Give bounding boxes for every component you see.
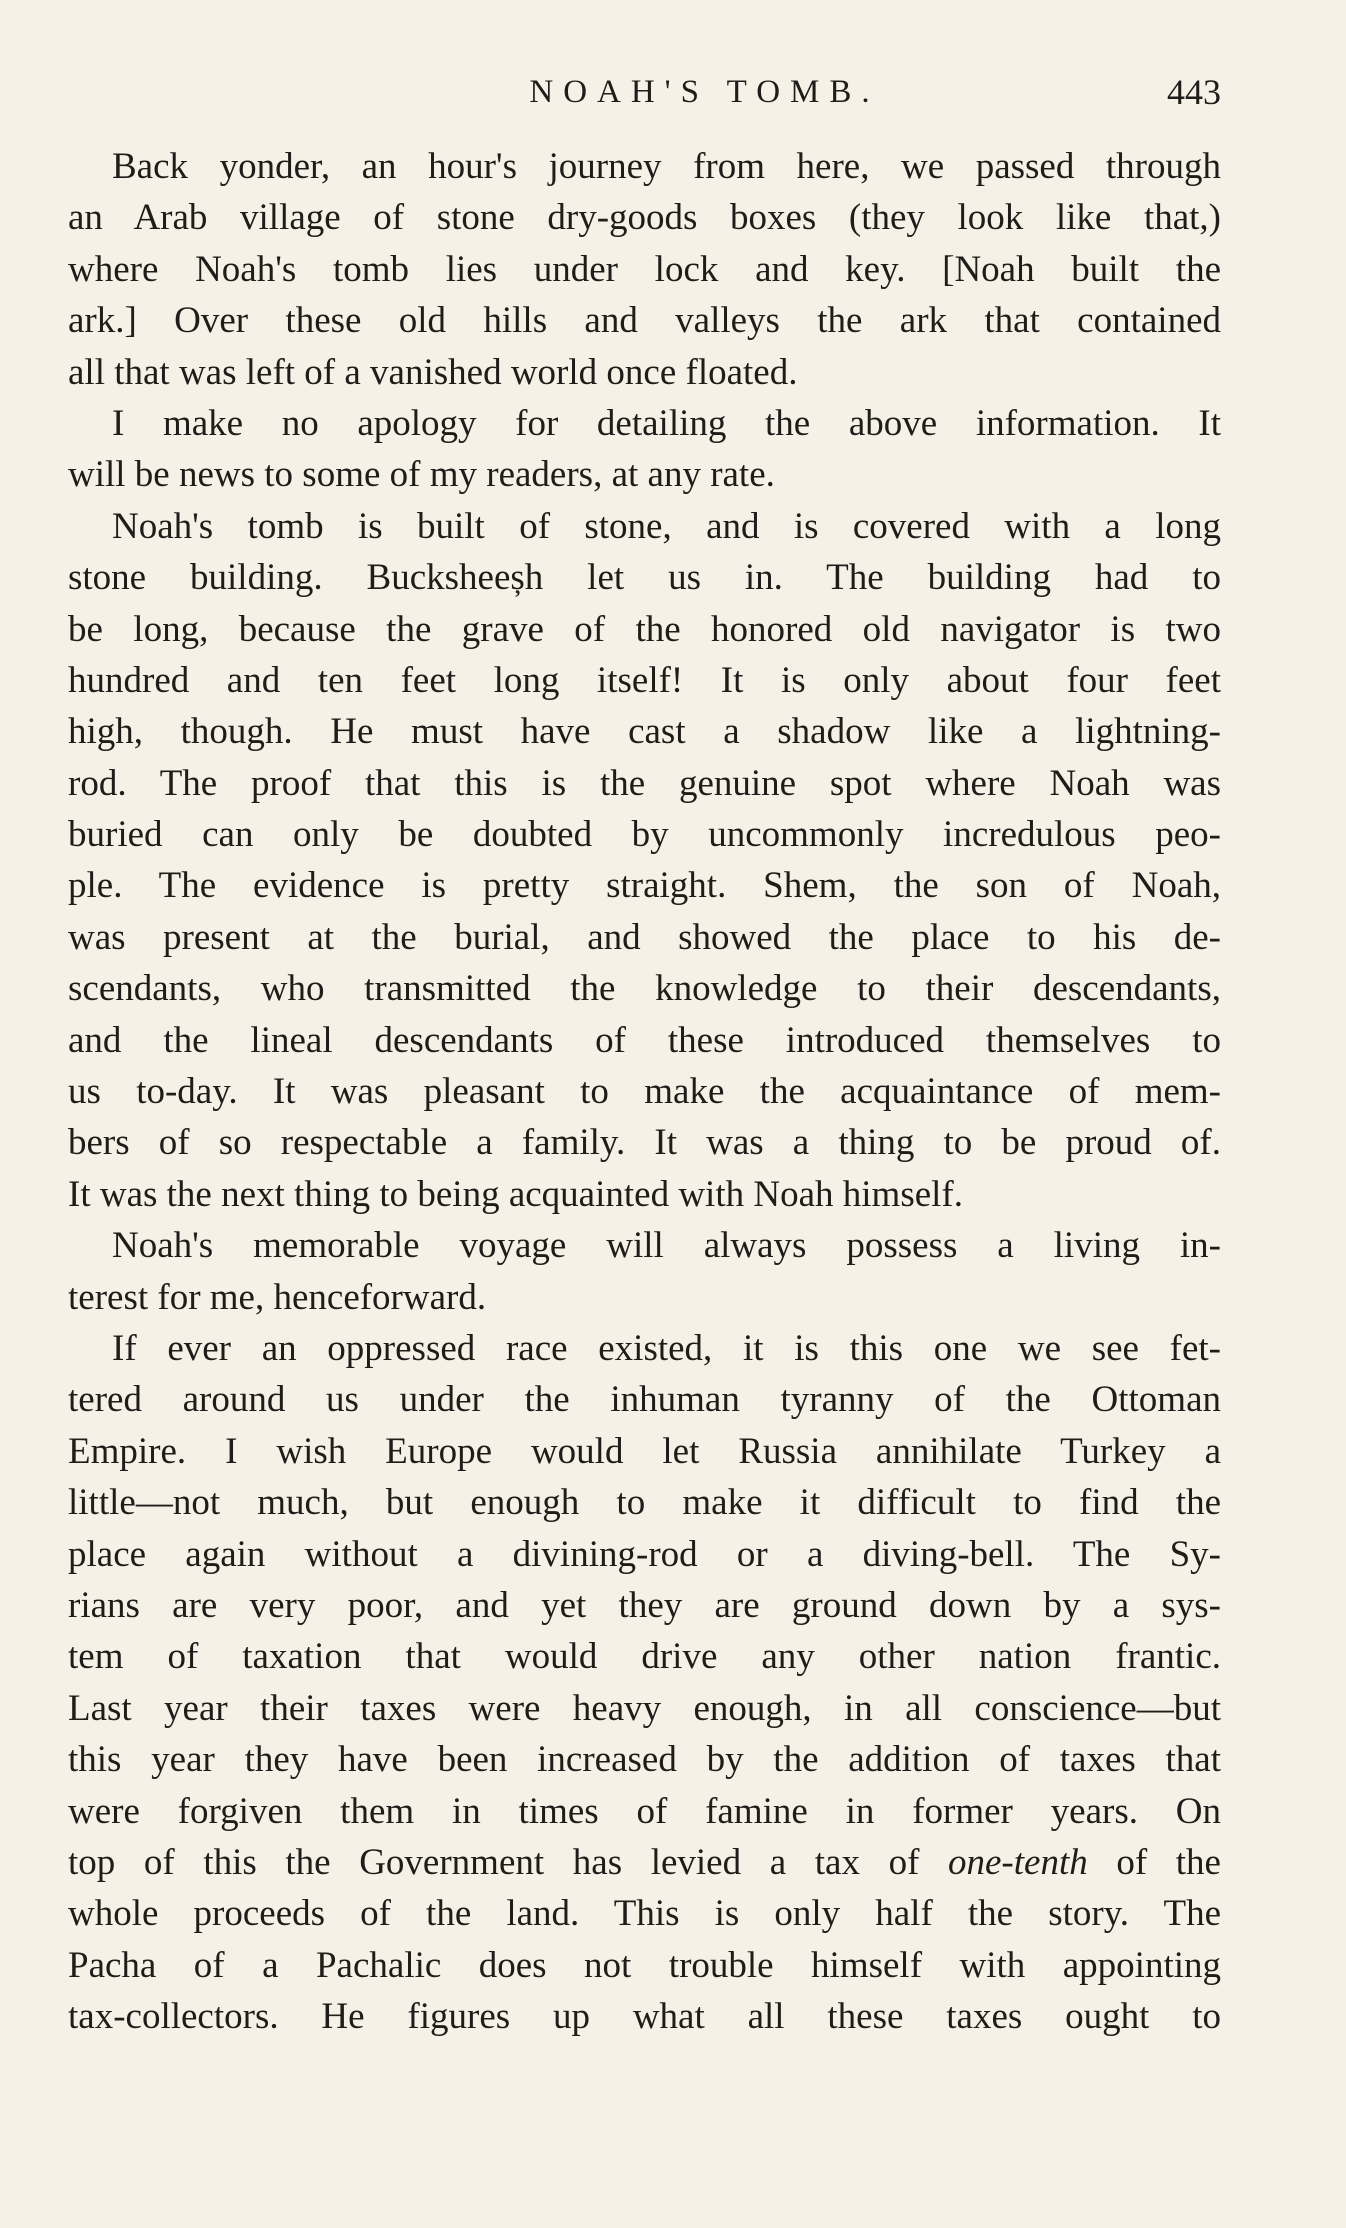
text-line: It was the next thing to being acquainted with Noah himself.: [68, 1173, 963, 1215]
text-line: were forgiven them in times of famine in former years. On: [68, 1790, 1221, 1832]
text-line: whole proceeds of the land. This is only half the story. The: [68, 1893, 1221, 1935]
text-line: rians are very poor, and yet they are ground down by a sys-: [68, 1584, 1221, 1626]
text-line: hundred and ten feet long itself! It is only about four feet: [68, 659, 1221, 701]
text-line: an Arab village of stone dry-goods boxes (they look like that,): [68, 197, 1221, 239]
page-number: 443: [1167, 72, 1221, 112]
text-line: Pacha of a Pachalic does not trouble himself with appointing: [68, 1944, 1221, 1986]
running-head: [68, 62, 1221, 122]
text-line: be long, because the grave of the honored old navigator is two: [68, 608, 1221, 650]
paragraph-5: [68, 1323, 1221, 2042]
text-line: all that was left of a vanished world once floated.: [68, 351, 798, 393]
text-line: ple. The evidence is pretty straight. Shem, the son of Noah,: [68, 865, 1221, 907]
italic-phrase: one-tenth: [948, 1841, 1088, 1883]
text-line: little—not much, but enough to make it difficult to find the: [68, 1482, 1221, 1524]
text-line: Back yonder, an hour's journey from here, we passed through: [112, 146, 1221, 187]
text-line: where Noah's tomb lies under lock and key. [Noah built the: [68, 248, 1221, 290]
text-line: ark.] Over these old hills and valleys the ark that contained: [68, 300, 1221, 342]
text-line: tered around us under the inhuman tyranny of the Ottoman: [68, 1379, 1221, 1421]
paragraph-4: [68, 1220, 1221, 1323]
text-line: I make no apology for detailing the above information. It: [112, 402, 1221, 444]
text-line: Last year their taxes were heavy enough, in all conscience—but: [68, 1687, 1221, 1729]
text-line: Noah's memorable voyage will always possess a living in-: [112, 1225, 1221, 1267]
text-line: stone building. Bucksheeșh let us in. The building had to: [68, 557, 1221, 599]
text-line-with-italic: [68, 1837, 1221, 1888]
text-line: high, though. He must have cast a shadow like a lightning-: [68, 711, 1221, 753]
paragraph-2: [68, 398, 1221, 501]
line-end: of the: [1087, 1841, 1221, 1883]
text-line: bers of so respectable a family. It was a thing to be proud of.: [68, 1122, 1221, 1164]
text-line: place again without a divining-rod or a diving-bell. The Sy-: [68, 1533, 1221, 1575]
text-line: rod. The proof that this is the genuine spot where Noah was: [68, 762, 1221, 804]
text-line: tax-collectors. He figures up what all these taxes ought to: [68, 1996, 1221, 2038]
text-line: terest for me, henceforward.: [68, 1276, 487, 1318]
text-line: If ever an oppressed race existed, it is this one we see fet-: [112, 1327, 1221, 1369]
text-line: us to-day. It was pleasant to make the acquaintance of mem-: [68, 1071, 1221, 1113]
paragraph-1: [68, 141, 1221, 398]
text-body: [68, 141, 1221, 2042]
text-line: Noah's tomb is built of stone, and is covered with a long: [112, 505, 1221, 547]
chapter-running-title: NOAH'S TOMB.: [529, 74, 880, 110]
text-line: and the lineal descendants of these introduced themselves to: [68, 1019, 1221, 1061]
text-line: scendants, who transmitted the knowledge to their descendants,: [68, 968, 1221, 1010]
text-line: Empire. I wish Europe would let Russia annihilate Turkey a: [68, 1430, 1221, 1472]
text-line: will be news to some of my readers, at any rate.: [68, 454, 775, 496]
text-line: this year they have been increased by the addition of taxes that: [68, 1739, 1221, 1781]
text-line: was present at the burial, and showed the place to his de-: [68, 916, 1221, 958]
text-line: buried can only be doubted by uncommonly incredulous peo-: [68, 814, 1221, 856]
paragraph-3: [68, 501, 1221, 1220]
text-line: tem of taxation that would drive any other nation frantic.: [68, 1636, 1221, 1678]
line-start: top of this the Government has levied a tax of: [68, 1841, 948, 1883]
